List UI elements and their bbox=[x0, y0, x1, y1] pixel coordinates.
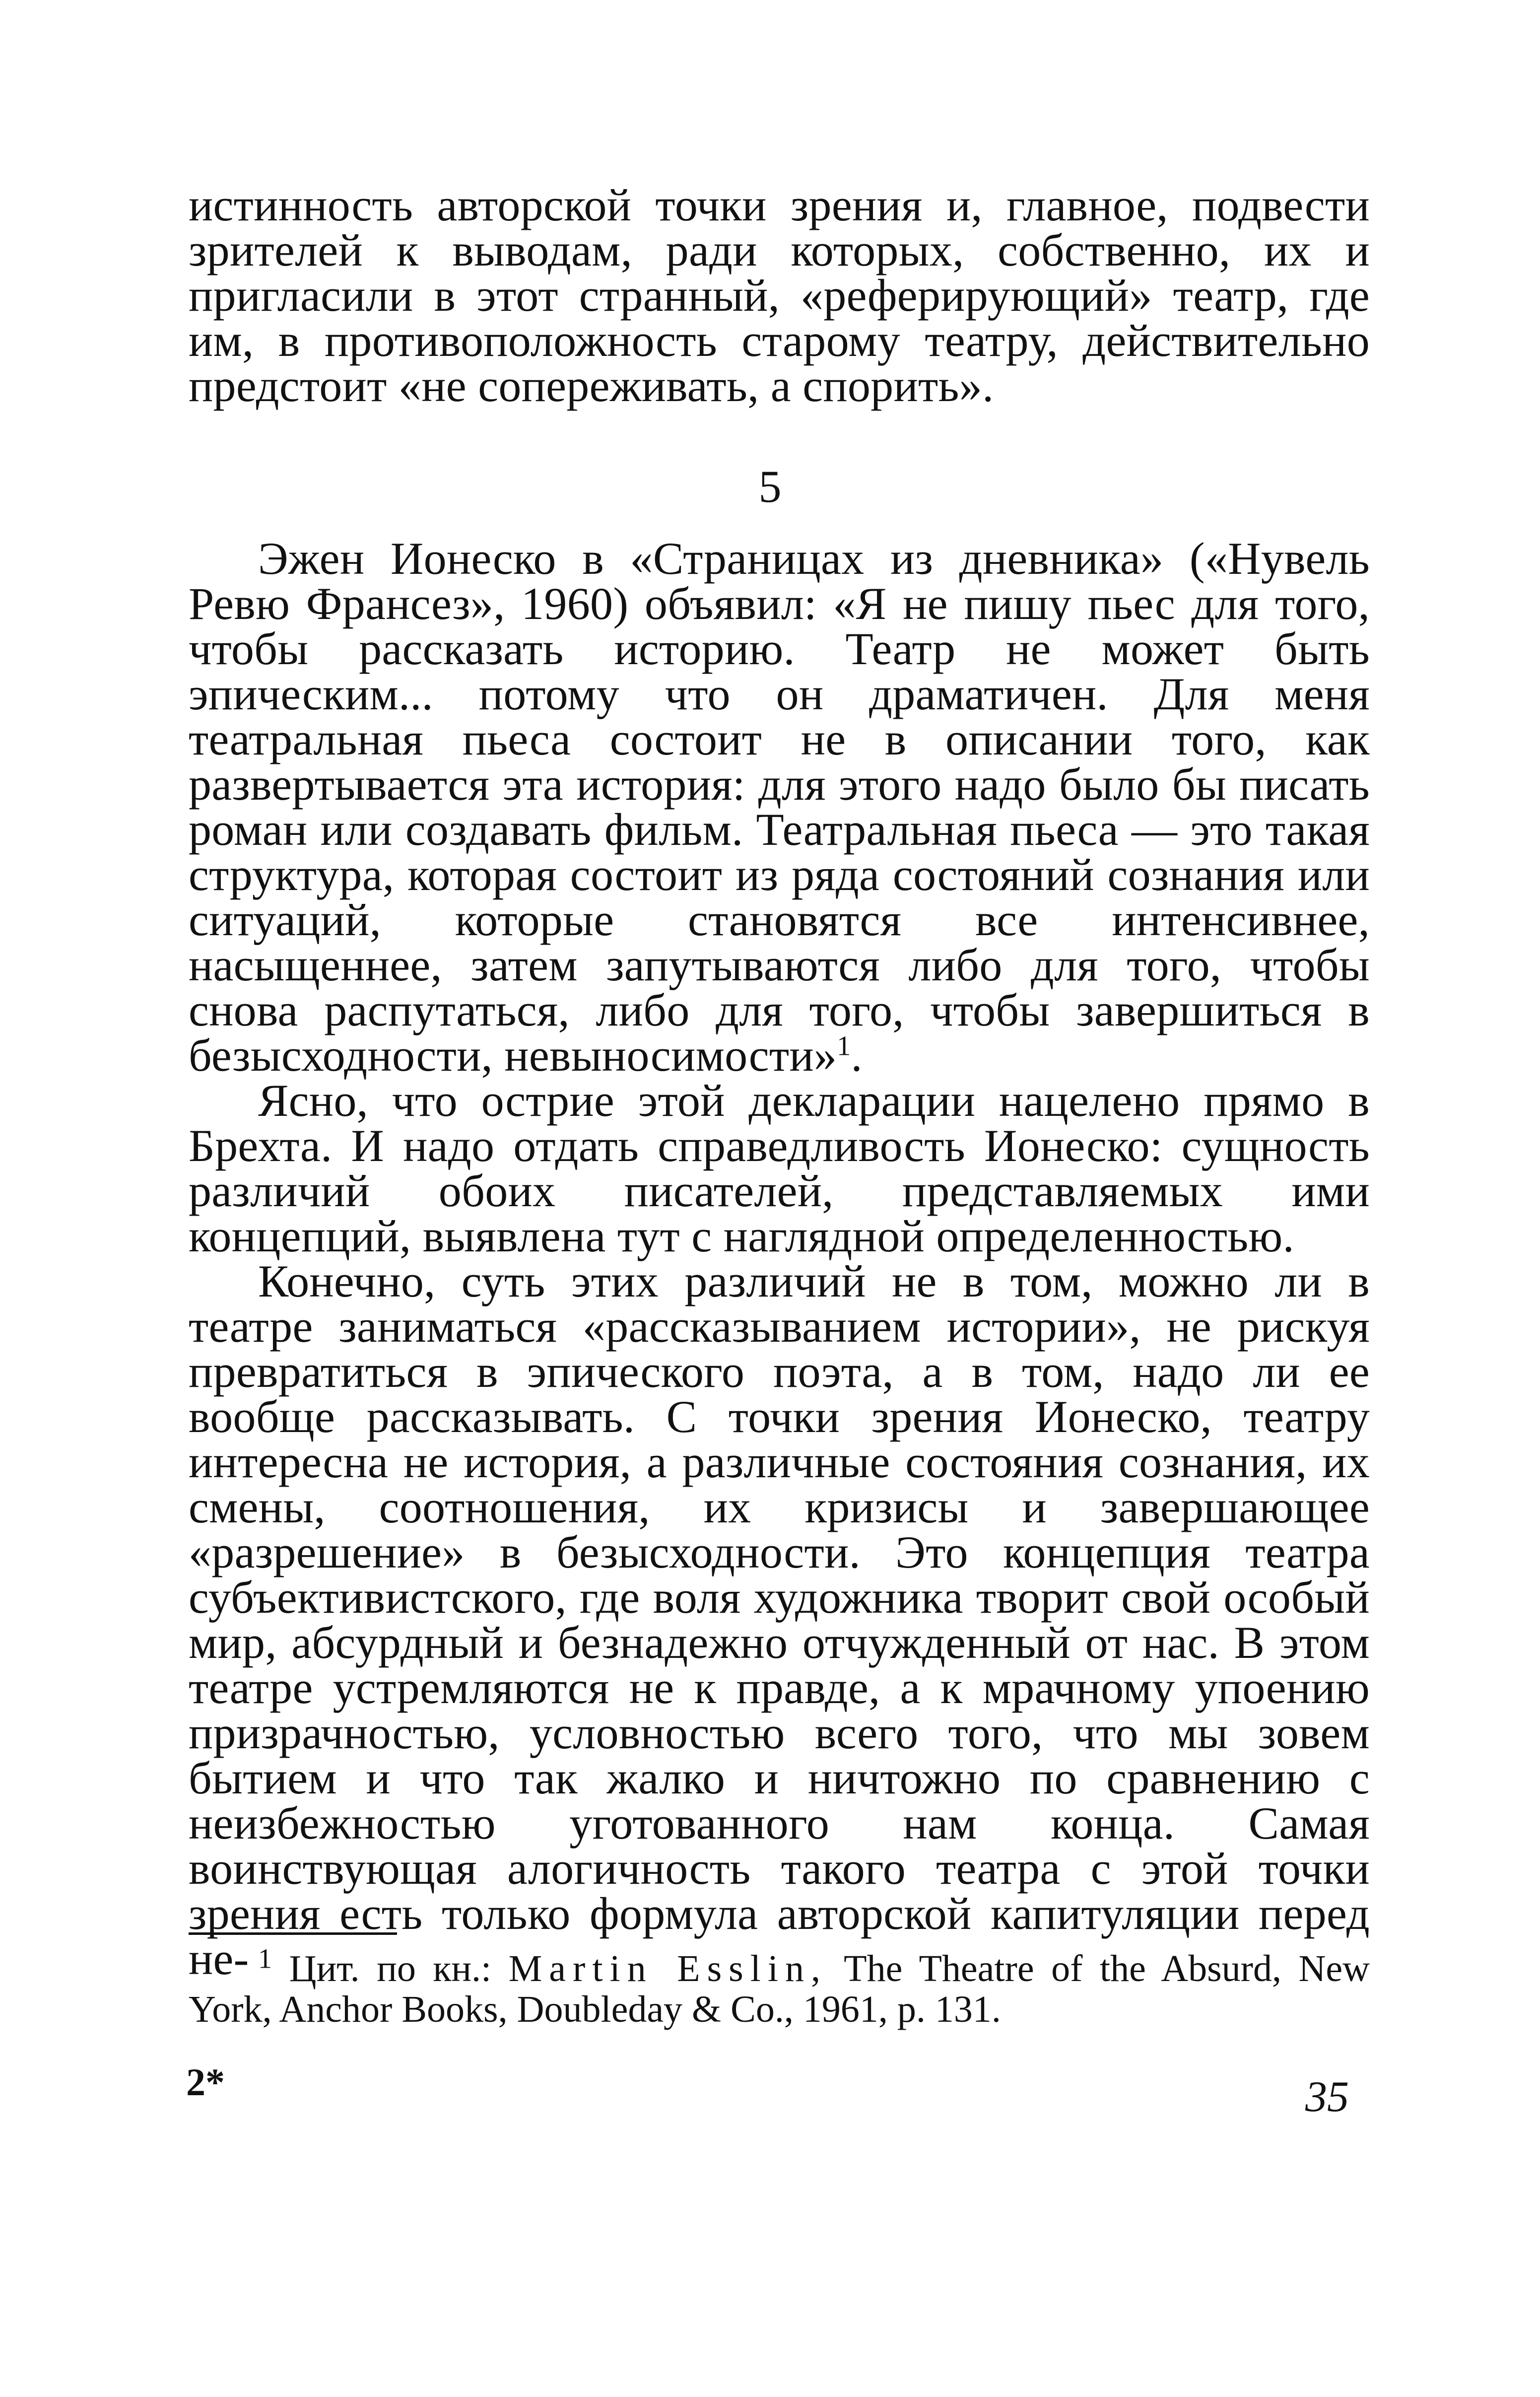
footnote-source: The Theatre of the Absurd, New York, Anchor Books, Doubleday & Co., 1961, p. 131. bbox=[189, 1948, 1370, 2030]
paragraph-ionesco-quote bbox=[189, 533, 1370, 1081]
intro-paragraph-block bbox=[189, 180, 1370, 411]
footnote-divider bbox=[189, 1932, 397, 1935]
paragraph-brecht: Ясно, что острие этой декларации нацелено прямо в Брехта. И надо отдать справедливость Ионеско: сущность различий обоих писателей, представляемых ими концепций, выявлена тут с наглядной определенностью. bbox=[189, 1075, 1370, 1261]
footnote-prefix: Цит. по кн.: bbox=[289, 1948, 492, 1989]
footnote-reference[interactable]: 1 bbox=[837, 1030, 851, 1062]
paragraph-ionesco-quote-text: Эжен Ионеско в «Страницах из дневника» («Нувель Ревю Франсез», 1960) объявил: «Я не пишу пьес для того, чтобы рассказать историю. Театр не может быть эпическим... потому что он драматичен. Для меня театральная пьеса состоит не в описании того, как развертывается эта история: для этого надо было бы писать роман или создавать фильм. Театральная пьеса — это такая структура, которая состоит из ряда состояний сознания или ситуаций, которые становятся все интенсивнее, насыщеннее, затем запутываются либо для того, чтобы снова распутаться, либо для того, чтобы завершиться в безысходности, невыносимости» bbox=[189, 533, 1370, 1081]
footnote-author: Martin Esslin, bbox=[508, 1948, 827, 1989]
intro-paragraph: истинность авторской точки зрения и, главное, подвести зрителей к выводам, ради которых, собственно, их и пригласили в этот странный, «реферирующий» театр, где им, в противоположность старому театру, действительно предстоит «не сопереживать, а спорить». bbox=[189, 180, 1370, 411]
paragraph-ionesco-quote-end: . bbox=[851, 1030, 863, 1081]
printer-signature-mark: 2* bbox=[186, 2060, 225, 2104]
section-number: 5 bbox=[758, 461, 782, 512]
footnote-marker: 1 bbox=[258, 1943, 272, 1975]
page-number: 35 bbox=[1305, 2073, 1349, 2121]
body-text bbox=[189, 533, 1370, 1984]
paragraph-difference: Конечно, суть этих различий не в том, можно ли в театре заниматься «рассказыванием истории», не рискуя превратиться в эпического поэта, а в том, надо ли ее вообще рассказывать. С точки зрения Ионеско, театру интересна не история, а различные состояния сознания, их смены, соотношения, их кризисы и завершающее «разрешение» в безысходности. Это концепция театра субъективистского, где воля художника творит свой особый мир, абсурдный и безнадежно отчужденный от нас. В этом театре устремляются не к правде, а к мрачному упоению призрачностью, условностью всего того, что мы зовем бытием и что так жалко и ничтожно по сравнению с неизбежностью уготованного нам конца. Самая воинствующая алогичность такого театра с этой точки зрения есть только формула авторской капитуляции перед не- bbox=[189, 1256, 1370, 1984]
footnote bbox=[189, 1943, 1370, 2030]
